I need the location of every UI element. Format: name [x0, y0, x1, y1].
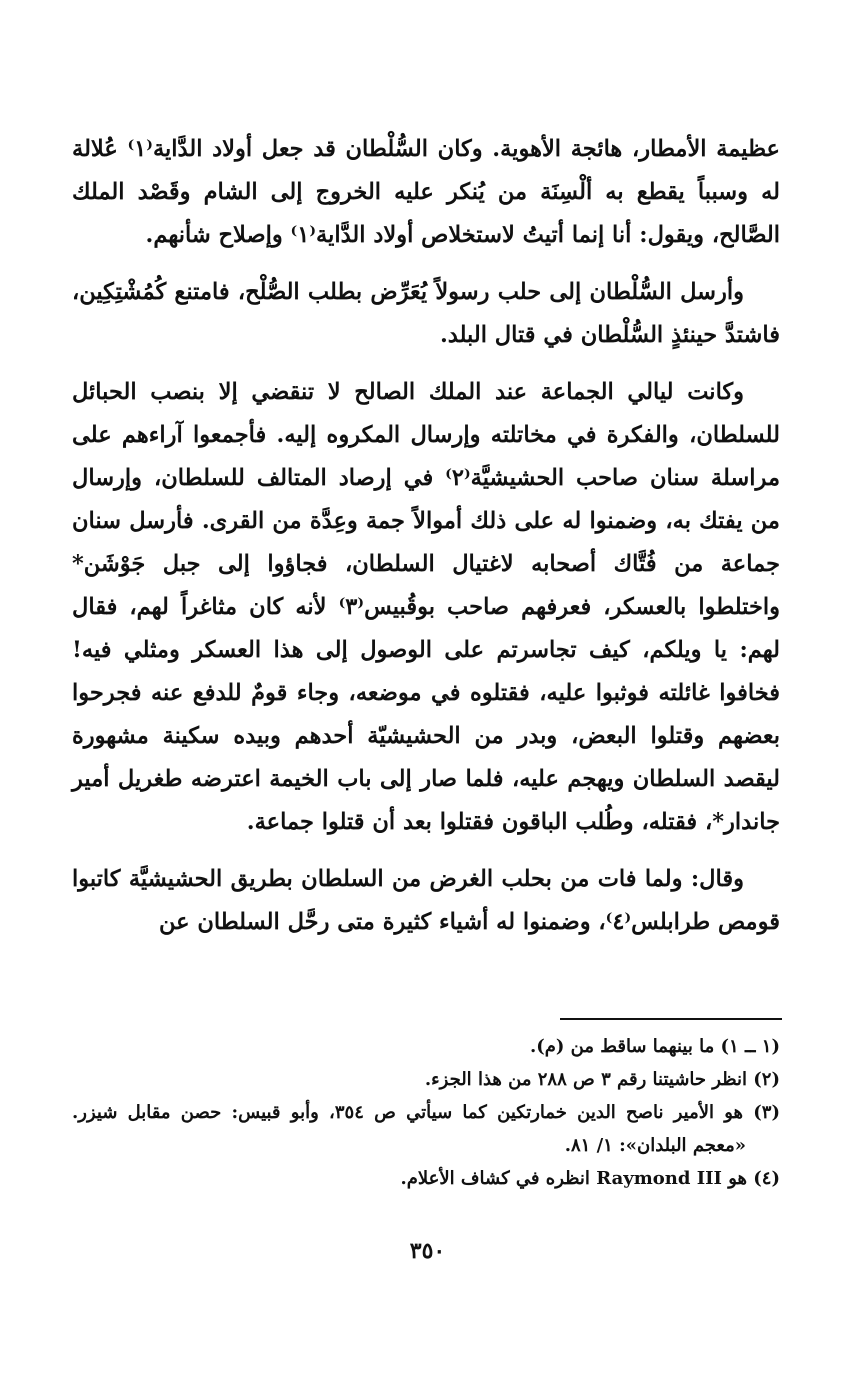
footnote-2: (٢) انظر حاشيتنا رقم ٣ ص ٢٨٨ من هذا الجزء.	[424, 1069, 780, 1090]
footnote-divider	[560, 1018, 782, 1020]
footnotes	[72, 1030, 780, 1195]
footnote-4: (٤) هو Raymond III انظره في كشاف الأعلام.	[400, 1168, 780, 1189]
footnote-1: (١ ــ ١) ما بينهما ساقط من (م).	[529, 1036, 780, 1057]
paragraph-2: وأرسل السُّلْطان إلى حلب رسولاً يُعَرِّض بطلب الصُّلْح، فامتنع كُمُشْتِكِين، فاشتدَّ حينئذٍ السُّلْطان في قتال البلد.	[72, 279, 780, 348]
page-number: ٣٥٠	[409, 1238, 446, 1264]
footnote-3: (٣) هو الأمير ناصح الدين خمارتكين كما سيأتي ص ٣٥٤، وأبو قبيس: حصن مقابل شيزر. «معجم البلدان»: ١/ ٨١.	[72, 1102, 780, 1156]
paragraph-1: عظيمة الأمطار، هائجة الأهوية. وكان السُّلْطان قد جعل أولاد الدَّاية⁽١⁾ عُلالة له وسبباً يقطع به ألْسِنَة من يُنكر عليه الخروج إلى الشام وقَصْد الملك الصَّالح، ويقول: أنا إنما أتيتُ لاستخلاص أولاد الدَّاية⁽١⁾ وإصلاح شأنهم.	[72, 136, 780, 248]
paragraph-3: وكانت ليالي الجماعة عند الملك الصالح لا تنقضي إلا بنصب الحبائل للسلطان، والفكرة في مخاتلته وإرسال المكروه إليه. فأجمعوا آراءهم على مراسلة سنان صاحب الحشيشيَّة⁽٢⁾ في إرصاد المتالف للسلطان، وإرسال من يفتك به، وضمنوا له على ذلك أموالاً جمة وعِدَّة من القرى. فأرسل سنان جماعة من فُتَّاك أصحابه لاغتيال السلطان، فجاؤوا إلى جبل جَوْشَن* واختلطوا بالعسكر، فعرفهم صاحب بوقُبيس⁽٣⁾ لأنه كان مثاغراً لهم، فقال لهم: يا ويلكم، كيف تجاسرتم على الوصول إلى هذا العسكر ومثلي فيه! فخافوا غائلته فوثبوا عليه، فقتلوه في موضعه، وجاء قومٌ للدفع عنه فجرحوا بعضهم وقتلوا البعض، وبدر من الحشيشيّة أحدهم وبيده سكينة مشهورة ليقصد السلطان ويهجم عليه، فلما صار إلى باب الخيمة اعترضه طغريل أمير جاندار*، فقتله، وطُلب الباقون فقتلوا بعد أن قتلوا جماعة.	[72, 379, 780, 835]
main-text	[72, 128, 780, 958]
paragraph-4: وقال: ولما فات من بحلب الغرض من السلطان بطريق الحشيشيَّة كاتبوا قومص طرابلس⁽٤⁾، وضمنوا له أشياء كثيرة متى رحَّل السلطان عن	[72, 866, 780, 935]
